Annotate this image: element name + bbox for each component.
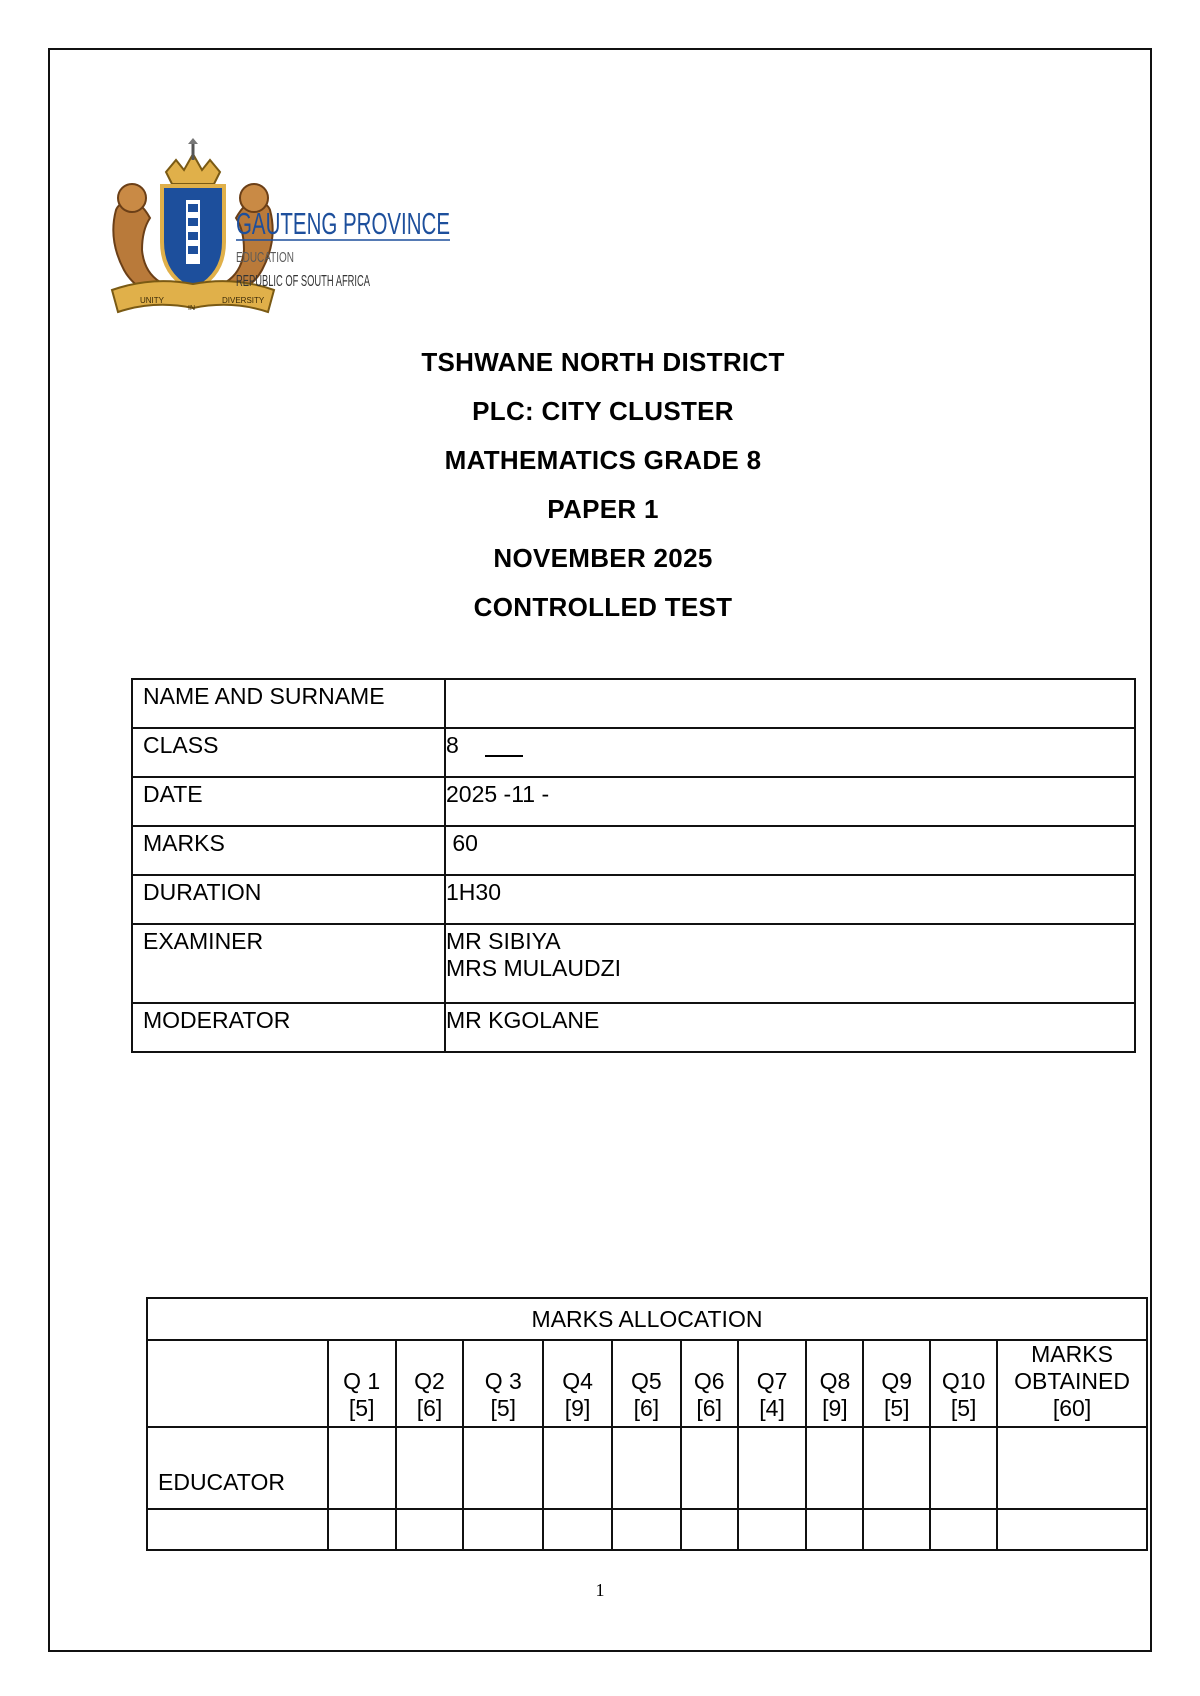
moderator-q6-cell[interactable] xyxy=(681,1509,738,1550)
test-type-title: CONTROLLED TEST xyxy=(473,592,733,622)
moderator-q8-cell[interactable] xyxy=(806,1509,863,1550)
name-label: NAME AND SURNAME xyxy=(132,679,445,728)
marks-row xyxy=(132,826,1135,875)
logo-country: REPUBLIC OF SOUTH AFRICA xyxy=(236,273,371,290)
date-label: DATE xyxy=(132,777,445,826)
educator-q3-cell[interactable] xyxy=(463,1427,543,1509)
q7-header: Q7 [4] xyxy=(738,1340,807,1427)
test-title-block xyxy=(300,338,906,632)
logo-department: EDUCATION xyxy=(236,249,294,266)
q3-header: Q 3 [5] xyxy=(463,1340,543,1427)
educator-q9-cell[interactable] xyxy=(863,1427,930,1509)
marks-label: MARKS xyxy=(132,826,445,875)
left-lion-shape xyxy=(113,200,160,294)
gauteng-coat-of-arms-logo xyxy=(102,140,488,326)
name-field[interactable] xyxy=(445,679,1135,728)
educator-row xyxy=(147,1427,1147,1509)
moderator-q10-cell[interactable] xyxy=(930,1509,997,1550)
educator-q8-cell[interactable] xyxy=(806,1427,863,1509)
examiner-label: EXAMINER xyxy=(132,924,445,1003)
moderator-q1-cell[interactable] xyxy=(328,1509,396,1550)
left-lion-head xyxy=(118,184,146,212)
educator-q1-cell[interactable] xyxy=(328,1427,396,1509)
moderator-q2-cell[interactable] xyxy=(396,1509,464,1550)
duration-value: 1H30 xyxy=(445,875,1135,924)
educator-q6-cell[interactable] xyxy=(681,1427,738,1509)
moderator-q3-cell[interactable] xyxy=(463,1509,543,1550)
class-field[interactable] xyxy=(445,728,1135,777)
logo-org-name: GAUTENG PROVINCE xyxy=(236,206,450,241)
class-label: CLASS xyxy=(132,728,445,777)
cluster-title: PLC: CITY CLUSTER xyxy=(472,396,734,426)
learner-info-table xyxy=(131,678,1136,1053)
educator-label: EDUCATOR xyxy=(147,1427,328,1509)
educator-q5-cell[interactable] xyxy=(612,1427,681,1509)
examiner-name-2: MRS MULAUDZI xyxy=(446,955,622,981)
page-number: 1 xyxy=(595,1580,605,1600)
question-header-row xyxy=(147,1340,1147,1427)
class-value: 8 xyxy=(446,732,459,758)
duration-label: DURATION xyxy=(132,875,445,924)
marks-obtained-header: MARKS OBTAINED [60] xyxy=(997,1340,1147,1427)
educator-q7-cell[interactable] xyxy=(738,1427,807,1509)
moderator-marks-row xyxy=(147,1509,1147,1550)
motto-mid-text: IN xyxy=(188,305,195,312)
q9-header: Q9 [5] xyxy=(863,1340,930,1427)
moderator-q4-cell[interactable] xyxy=(543,1509,612,1550)
q10-header: Q10 [5] xyxy=(930,1340,997,1427)
marks-allocation-title: MARKS ALLOCATION xyxy=(147,1298,1147,1340)
motto-left-text: UNITY xyxy=(140,296,164,305)
q4-header: Q4 [9] xyxy=(543,1340,612,1427)
examiner-name-1: MR SIBIYA xyxy=(446,928,561,954)
educator-q10-cell[interactable] xyxy=(930,1427,997,1509)
district-title: TSHWANE NORTH DISTRICT xyxy=(421,347,785,377)
blank-header-cell xyxy=(147,1340,328,1427)
q8-header: Q8 [9] xyxy=(806,1340,863,1427)
class-row xyxy=(132,728,1135,777)
q1-header: Q 1 [5] xyxy=(328,1340,396,1427)
q5-header: Q5 [6] xyxy=(612,1340,681,1427)
moderator-marks-label-cell xyxy=(147,1509,328,1550)
educator-q2-cell[interactable] xyxy=(396,1427,464,1509)
moderator-value: MR KGOLANE xyxy=(445,1003,1135,1052)
date-field[interactable]: 2025 -11 - xyxy=(445,777,1135,826)
moderator-row xyxy=(132,1003,1135,1052)
marks-allocation-header-row xyxy=(147,1298,1147,1340)
date-title: NOVEMBER 2025 xyxy=(493,543,713,573)
moderator-label: MODERATOR xyxy=(132,1003,445,1052)
moderator-q5-cell[interactable] xyxy=(612,1509,681,1550)
class-blank-line xyxy=(485,755,523,757)
educator-total-cell[interactable] xyxy=(997,1427,1147,1509)
moderator-q9-cell[interactable] xyxy=(863,1509,930,1550)
name-row xyxy=(132,679,1135,728)
moderator-q7-cell[interactable] xyxy=(738,1509,807,1550)
marks-allocation-table xyxy=(146,1297,1148,1551)
date-row xyxy=(132,777,1135,826)
motto-right-text: DIVERSITY xyxy=(222,296,265,305)
paper-title: PAPER 1 xyxy=(547,494,659,524)
duration-row xyxy=(132,875,1135,924)
educator-q4-cell[interactable] xyxy=(543,1427,612,1509)
examiner-row xyxy=(132,924,1135,1003)
marks-value: 60 xyxy=(445,826,1135,875)
examiner-value xyxy=(445,924,1135,1003)
q6-header: Q6 [6] xyxy=(681,1340,738,1427)
moderator-total-cell[interactable] xyxy=(997,1509,1147,1550)
subject-title: MATHEMATICS GRADE 8 xyxy=(444,445,762,475)
q2-header: Q2 [6] xyxy=(396,1340,464,1427)
